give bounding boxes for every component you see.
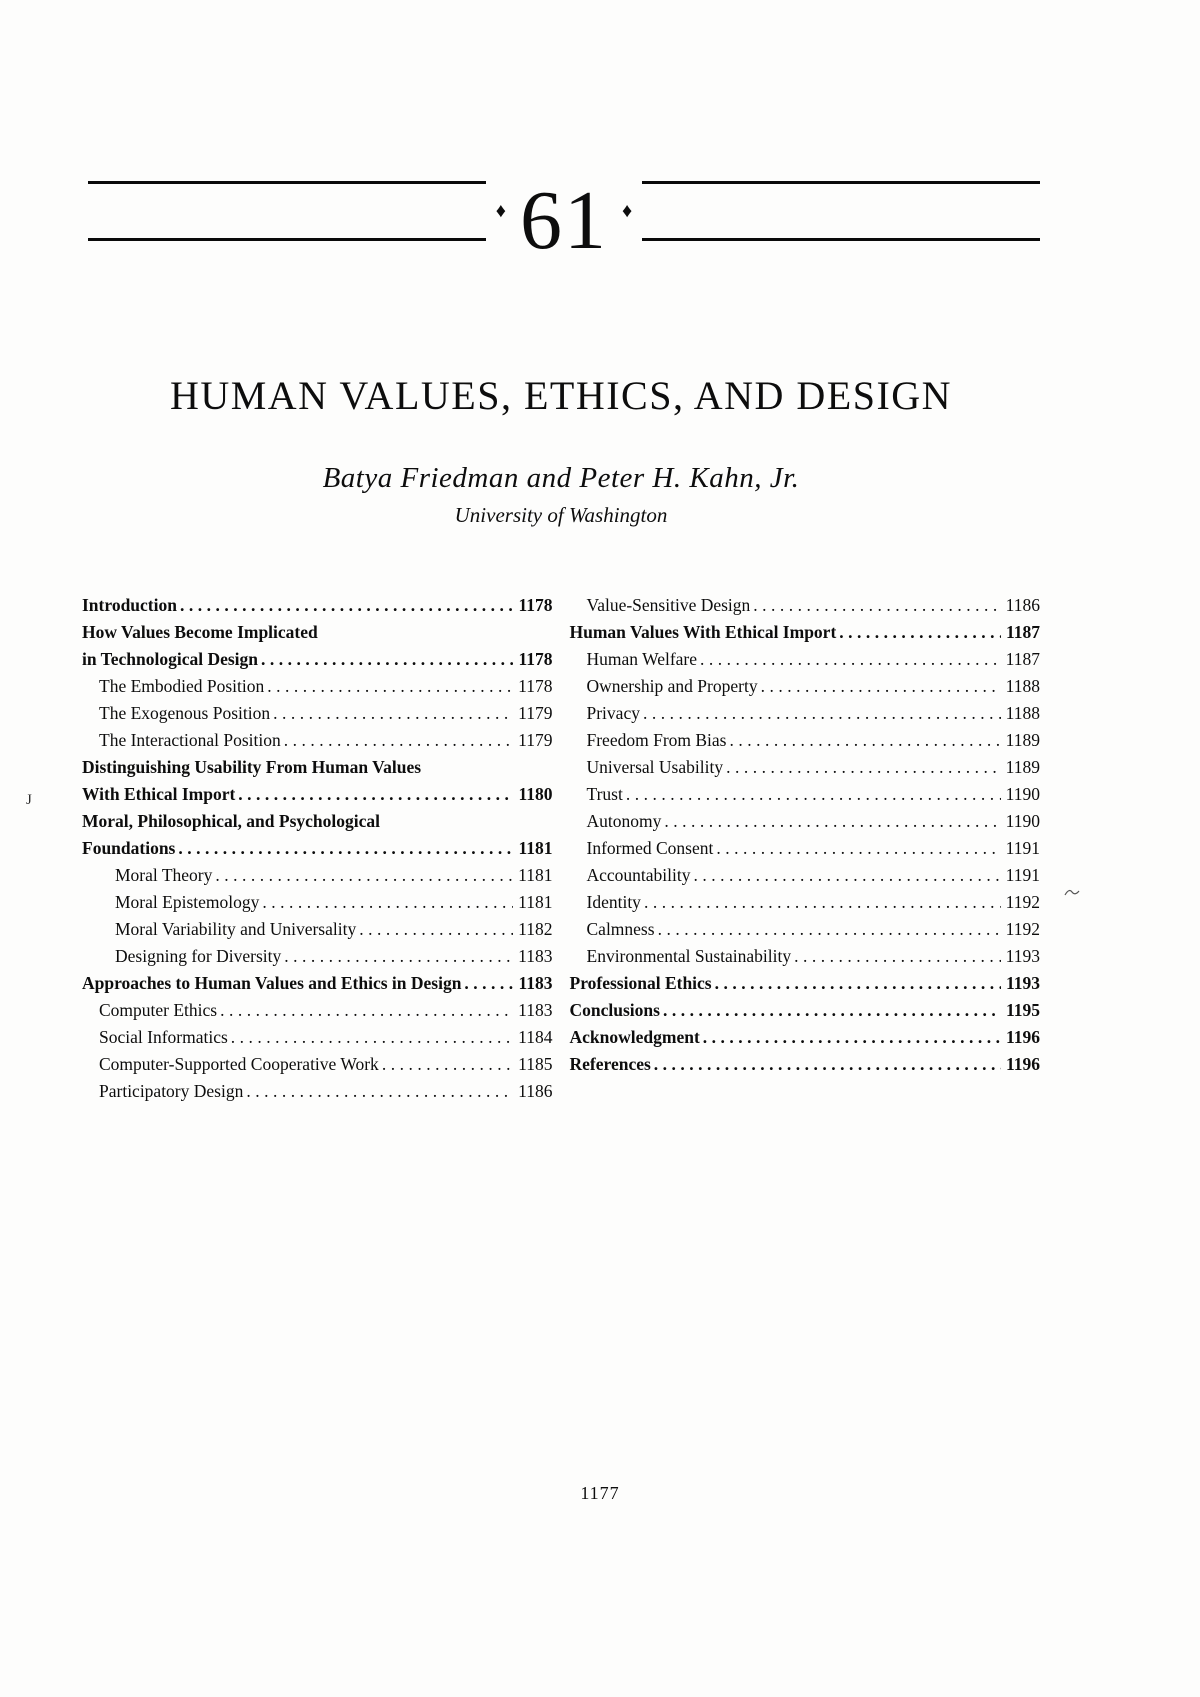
page-number: 1177 [580, 1483, 620, 1503]
toc-entry-label: Universal Usability [586, 757, 724, 777]
diamond-icon: ♦ [622, 200, 633, 222]
toc-entry-page: 1190 [1005, 784, 1040, 804]
toc-entry-page: 1189 [1005, 730, 1040, 750]
toc-entry-label: Social Informatics [99, 1027, 228, 1047]
toc-entry-label: Conclusions [569, 1000, 660, 1020]
toc-entry-label: Distinguishing Usability From Human Values [82, 757, 422, 777]
toc-entry-label: Autonomy [586, 811, 662, 831]
toc-leader-dots [712, 970, 1001, 997]
toc-entry-page: 1179 [518, 730, 553, 750]
toc-entry-line [82, 862, 553, 889]
toc-entry-line [82, 943, 553, 970]
toc-entry-line [82, 754, 553, 781]
toc-entry-page: 1180 [518, 784, 553, 804]
toc-leader-dots [697, 646, 1001, 673]
toc-entry-page: 1187 [1005, 622, 1040, 642]
toc-leader-dots [641, 889, 1001, 916]
toc-entry-line [82, 700, 553, 727]
toc-leader-dots [175, 835, 513, 862]
toc-leader-dots [661, 808, 1000, 835]
toc-entry-label: Foundations [82, 838, 176, 858]
toc-entry-line [570, 646, 1041, 673]
diamond-icon: ♦ [495, 200, 506, 222]
toc-entry-label: in Technological Design [82, 649, 259, 669]
toc-entry-label: Professional Ethics [569, 973, 712, 993]
toc-entry-label: Moral Theory [115, 865, 213, 885]
toc-entry-page: 1195 [1005, 1000, 1040, 1020]
toc-entry-line [570, 781, 1041, 808]
chapter-number [486, 174, 642, 267]
toc-leader-dots [235, 781, 513, 808]
toc-entry-line [570, 592, 1041, 619]
toc-entry-line [82, 1024, 553, 1051]
toc-leader-dots [281, 943, 513, 970]
toc-entry-label: The Embodied Position [99, 676, 265, 696]
toc-entry-page: 1181 [518, 838, 553, 858]
toc-leader-dots [723, 754, 1001, 781]
toc-entry-label: Freedom From Bias [586, 730, 727, 750]
toc-leader-dots [727, 727, 1001, 754]
toc-entry-page: 1186 [518, 1081, 553, 1101]
toc-entry-line [570, 835, 1041, 862]
toc-entry-label: Computer-Supported Cooperative Work [99, 1054, 379, 1074]
toc-entry-line [570, 970, 1041, 997]
toc-entry-line [82, 997, 553, 1024]
toc-leader-dots [264, 673, 513, 700]
toc-entry-line [82, 1051, 553, 1078]
toc-entry-line [82, 673, 553, 700]
toc-leader-dots [700, 1024, 1001, 1051]
toc-leader-dots [177, 592, 513, 619]
chapter-rule-right [642, 181, 1040, 241]
toc-entry-line [82, 619, 553, 646]
toc-entry-line [570, 889, 1041, 916]
toc-entry-label: Human Values With Ethical Import [569, 622, 837, 642]
toc-entry-label: Calmness [586, 919, 655, 939]
toc-entry-line [82, 592, 553, 619]
toc-entry-page: 1183 [518, 973, 553, 993]
toc-entry-label: Value-Sensitive Design [586, 595, 751, 615]
toc-entry-label: Designing for Diversity [115, 946, 282, 966]
toc-entry-label: Introduction [82, 595, 177, 615]
toc-entry-label: Computer Ethics [99, 1000, 218, 1020]
toc-entry-line [570, 1051, 1041, 1078]
toc-leader-dots [691, 862, 1001, 889]
toc-entry-page: 1188 [1005, 703, 1040, 723]
toc-entry-page: 1188 [1005, 676, 1040, 696]
toc-leader-dots [655, 916, 1001, 943]
toc-entry-page: 1193 [1005, 946, 1040, 966]
toc-entry-label: Approaches to Human Values and Ethics in Design [82, 973, 462, 993]
toc-entry-page: 1186 [1005, 595, 1040, 615]
toc-leader-dots [228, 1024, 513, 1051]
toc-entry-label: Accountability [586, 865, 691, 885]
toc-leader-dots [640, 700, 1001, 727]
toc-column-left [82, 592, 553, 1105]
toc-entry-page: 1192 [1005, 892, 1040, 912]
toc-entry-page: 1196 [1005, 1027, 1040, 1047]
toc-entry-label: Ownership and Property [586, 676, 758, 696]
toc-entry-line [82, 889, 553, 916]
toc-entry-line [570, 862, 1041, 889]
scan-artifact: J [26, 792, 32, 808]
toc-leader-dots [270, 700, 513, 727]
toc-leader-dots [461, 970, 513, 997]
toc-column-right [570, 592, 1041, 1105]
toc-entry-line [82, 1078, 553, 1105]
toc-leader-dots [217, 997, 513, 1024]
toc-leader-dots [750, 592, 1000, 619]
toc-entry-label: Participatory Design [99, 1081, 244, 1101]
toc-entry-line [82, 781, 553, 808]
toc-entry-line [570, 808, 1041, 835]
toc-entry-page: 1178 [518, 676, 553, 696]
toc-entry-line [570, 916, 1041, 943]
toc-entry-label: Informed Consent [586, 838, 714, 858]
toc-entry-page: 1182 [518, 919, 553, 939]
toc-entry-label: References [569, 1054, 651, 1074]
toc-leader-dots [713, 835, 1000, 862]
toc-entry-label: Moral, Philosophical, and Psychological [82, 811, 381, 831]
toc-entry-page: 1196 [1005, 1054, 1040, 1074]
toc-entry-page: 1192 [1005, 919, 1040, 939]
toc-entry-label: Privacy [586, 703, 640, 723]
toc-leader-dots [258, 646, 513, 673]
table-of-contents [82, 592, 1040, 1105]
toc-entry-page: 1179 [518, 703, 553, 723]
toc-entry-page: 1183 [518, 1000, 553, 1020]
toc-leader-dots [356, 916, 513, 943]
toc-leader-dots [379, 1051, 513, 1078]
toc-entry-label: With Ethical Import [82, 784, 236, 804]
toc-entry-line [82, 835, 553, 862]
toc-entry-page: 1185 [518, 1054, 553, 1074]
toc-entry-line [570, 997, 1041, 1024]
toc-entry-line [82, 916, 553, 943]
toc-entry-line [82, 808, 553, 835]
toc-entry-line [570, 619, 1041, 646]
toc-entry-line [82, 646, 553, 673]
toc-entry-label: Moral Variability and Universality [115, 919, 357, 939]
toc-entry-label: Moral Epistemology [115, 892, 260, 912]
toc-leader-dots [651, 1051, 1001, 1078]
toc-entry-line [82, 970, 553, 997]
chapter-title: HUMAN VALUES, ETHICS, AND DESIGN [169, 373, 953, 418]
toc-entry-page: 1190 [1005, 811, 1040, 831]
toc-entry-page: 1191 [1005, 865, 1040, 885]
toc-leader-dots [758, 673, 1001, 700]
toc-entry-line [570, 727, 1041, 754]
toc-entry-line [82, 727, 553, 754]
toc-leader-dots [623, 781, 1001, 808]
toc-leader-dots [212, 862, 513, 889]
toc-entry-page: 1189 [1005, 757, 1040, 777]
toc-leader-dots [259, 889, 513, 916]
chapter-rule-left [88, 181, 486, 241]
toc-leader-dots [791, 943, 1001, 970]
chapter-number-band [88, 174, 1040, 267]
scan-artifact [1064, 886, 1080, 898]
chapter-number-text: 61 [520, 174, 608, 267]
toc-entry-label: Trust [586, 784, 623, 804]
toc-entry-page: 1181 [518, 892, 553, 912]
authors: Batya Friedman and Peter H. Kahn, Jr. [322, 462, 800, 494]
toc-entry-line [570, 700, 1041, 727]
toc-entry-page: 1191 [1005, 838, 1040, 858]
toc-entry-page: 1181 [518, 865, 553, 885]
toc-entry-label: The Exogenous Position [99, 703, 271, 723]
toc-leader-dots [660, 997, 1001, 1024]
toc-entry-page: 1193 [1005, 973, 1040, 993]
toc-entry-label: Human Welfare [586, 649, 698, 669]
toc-entry-line [570, 1024, 1041, 1051]
toc-entry-line [570, 673, 1041, 700]
toc-leader-dots [281, 727, 513, 754]
toc-entry-label: The Interactional Position [99, 730, 281, 750]
toc-entry-line [570, 754, 1041, 781]
toc-entry-page: 1187 [1005, 649, 1040, 669]
toc-leader-dots [836, 619, 1001, 646]
toc-entry-page: 1178 [518, 595, 553, 615]
toc-entry-page: 1183 [518, 946, 553, 966]
toc-leader-dots [243, 1078, 513, 1105]
toc-entry-label: Identity [586, 892, 641, 912]
toc-entry-label: How Values Become Implicated [82, 622, 318, 642]
toc-entry-label: Environmental Sustainability [586, 946, 792, 966]
toc-entry-page: 1184 [518, 1027, 553, 1047]
toc-entry-label: Acknowledgment [569, 1027, 700, 1047]
affiliation: University of Washington [454, 503, 668, 527]
toc-entry-line [570, 943, 1041, 970]
toc-entry-page: 1178 [518, 649, 553, 669]
